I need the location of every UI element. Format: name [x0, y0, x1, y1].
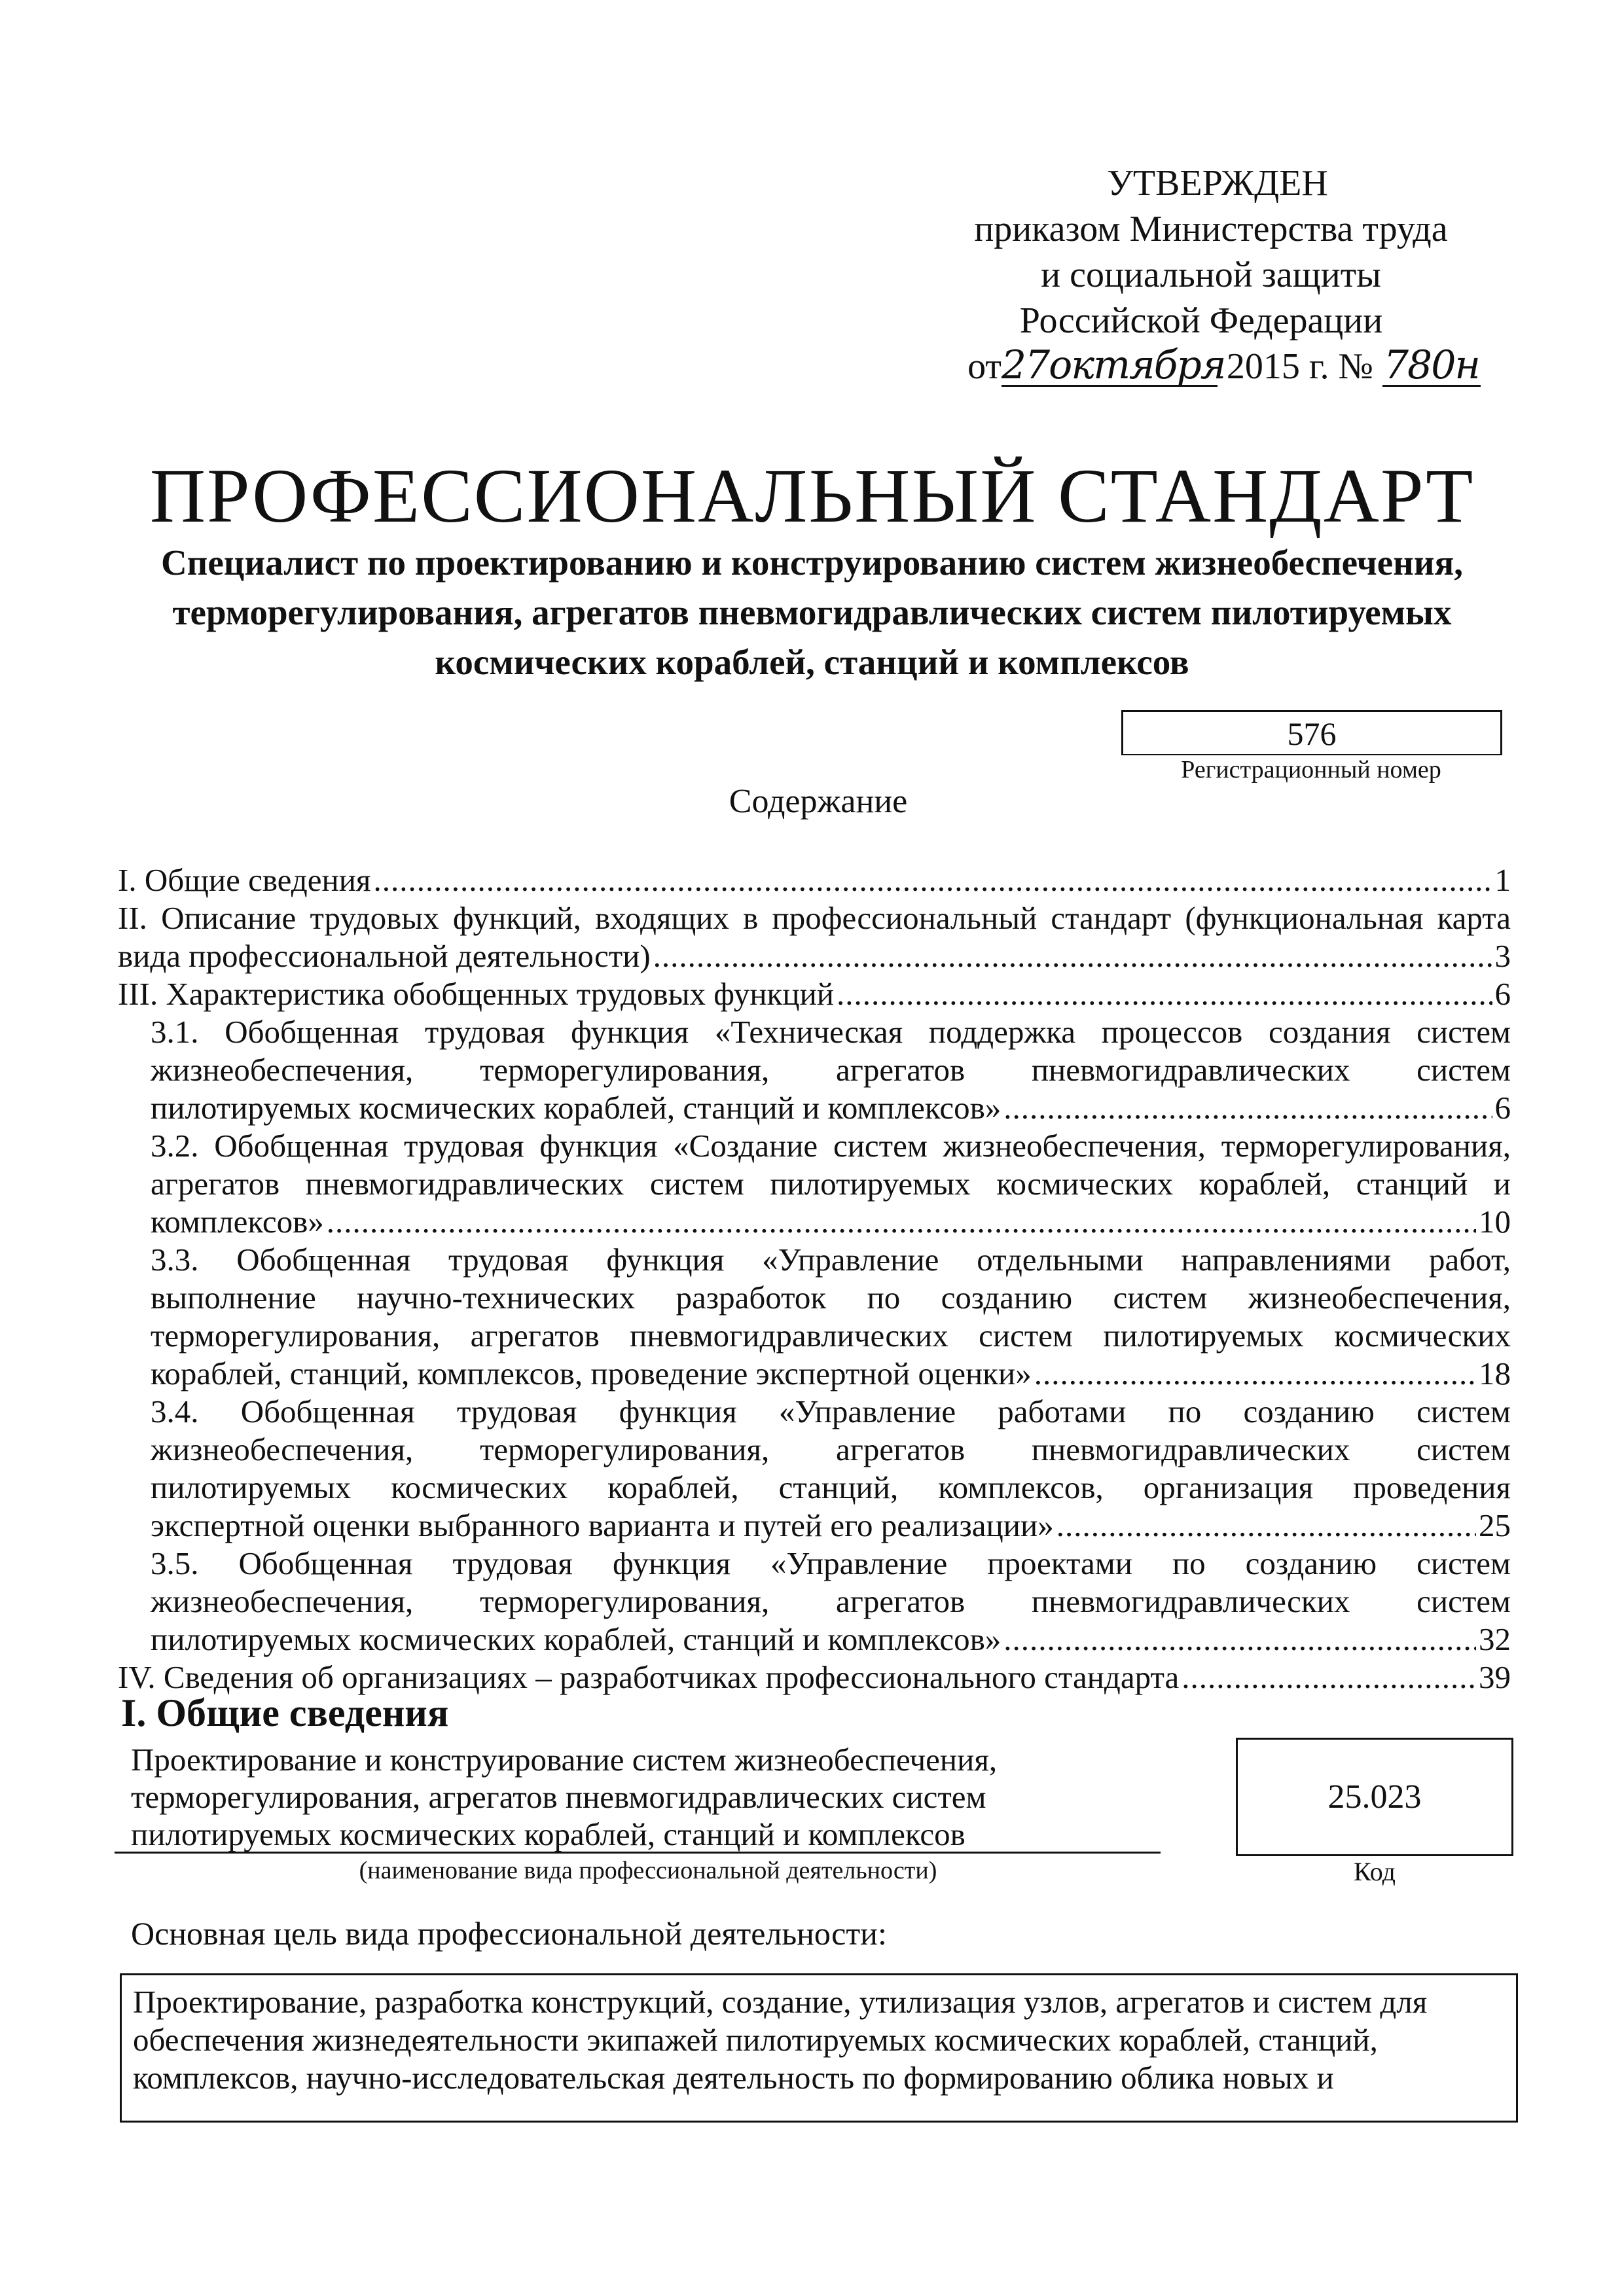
activity-code: 25.023: [1327, 1778, 1422, 1816]
toc-entry-text: кораблей, станций, комплексов, проведение экспертной оценки»: [151, 1355, 1032, 1391]
handwritten-date: 27октября: [1001, 342, 1225, 388]
toc-page: 1: [1494, 862, 1511, 898]
toc-entry-text: 3.1. Обобщенная трудовая функция «Техническая поддержка процессов создания систем: [151, 1014, 1511, 1050]
goal-text: [133, 1983, 1507, 2097]
toc-page: 39: [1479, 1659, 1511, 1695]
toc-entry-text: вида профессиональной деятельности): [118, 938, 651, 974]
toc-entry[interactable]: [118, 975, 1511, 1013]
activity-kind-line: терморегулирования, агрегатов пневмогидравлических систем: [131, 1779, 986, 1815]
toc-entry[interactable]: [118, 1127, 1511, 1241]
toc-leader: [1003, 1089, 1492, 1127]
activity-kind: [131, 1741, 1165, 1853]
goal-line: Проектирование, разработка конструкций, создание, утилизация узлов, агрегатов и систем для: [133, 1984, 1428, 2020]
activity-kind-underline: [115, 1852, 1161, 1854]
toc-entry[interactable]: [118, 1393, 1511, 1545]
toc-entry-text: IV. Сведения об организациях – разработчиках профессионального стандарта: [118, 1659, 1180, 1695]
date-prefix: от: [967, 346, 1001, 387]
registration-number-box: [1121, 710, 1502, 755]
toc-entry-text: пилотируемых космических кораблей, станций и комплексов»: [151, 1090, 1001, 1126]
toc-leader: [1056, 1507, 1476, 1545]
approval-date-line: [903, 344, 1519, 389]
toc-page: 10: [1479, 1204, 1511, 1240]
toc-page: 6: [1494, 1090, 1511, 1126]
activity-kind-label: (наименование вида профессиональной деятельности): [359, 1857, 937, 1884]
toc-page: 3: [1494, 938, 1511, 974]
handwritten-number: 780н: [1383, 342, 1479, 388]
registration-number: 576: [1287, 715, 1337, 752]
subtitle-line: терморегулирования, агрегатов пневмогидравлических систем пилотируемых: [172, 592, 1452, 632]
toc-entry[interactable]: [118, 899, 1511, 975]
toc-entry-text: жизнеобеспечения, терморегулирования, агрегатов пневмогидравлических систем: [151, 1431, 1511, 1467]
toc-page: 18: [1479, 1355, 1511, 1391]
approval-line: и социальной защиты: [1041, 255, 1381, 295]
toc-leader: [373, 861, 1492, 899]
page-title: ПРОФЕССИОНАЛЬНЫЙ СТАНДАРТ: [149, 453, 1475, 539]
goal-line: комплексов, научно-исследовательская деятельность по формированию облика новых и: [133, 2060, 1334, 2096]
toc-entry-text: жизнеобеспечения, терморегулирования, агрегатов пневмогидравлических систем: [151, 1052, 1511, 1088]
toc-entry-text: 3.2. Обобщенная трудовая функция «Создание систем жизнеобеспечения, терморегулирования,: [151, 1128, 1511, 1164]
toc-title: Содержание: [729, 783, 908, 820]
section-heading: I. Общие сведения: [121, 1691, 449, 1734]
subtitle-line: космических кораблей, станций и комплексов: [435, 642, 1189, 682]
approval-block: [903, 160, 1519, 389]
toc-page: 32: [1479, 1621, 1511, 1657]
toc-entry[interactable]: [118, 1241, 1511, 1393]
approval-line: приказом Министерства труда: [974, 209, 1448, 249]
activity-kind-line: пилотируемых космических кораблей, станций и комплексов: [131, 1816, 965, 1852]
toc-entry-text: комплексов»: [151, 1204, 324, 1240]
toc-entry-text: агрегатов пневмогидравлических систем пилотируемых космических кораблей, станций и: [151, 1166, 1511, 1202]
goal-title: Основная цель вида профессиональной деятельности:: [131, 1915, 887, 1952]
toc-entry[interactable]: [118, 1545, 1511, 1659]
approval-line: УТВЕРЖДЕН: [1107, 163, 1328, 204]
toc-entry-text: 3.5. Обобщенная трудовая функция «Управление проектами по созданию систем: [151, 1545, 1511, 1581]
toc-page: 6: [1494, 976, 1511, 1012]
toc-entry-text: жизнеобеспечения, терморегулирования, агрегатов пневмогидравлических систем: [151, 1583, 1511, 1619]
toc-entry-text: 3.4. Обобщенная трудовая функция «Управление работами по созданию систем: [151, 1393, 1511, 1429]
order-year: 2015 г. №: [1226, 346, 1373, 387]
toc-leader: [837, 975, 1492, 1013]
toc-entry-text: терморегулирования, агрегатов пневмогидравлических систем пилотируемых космических: [151, 1318, 1511, 1354]
toc-entry-text: 3.3. Обобщенная трудовая функция «Управление отдельными направлениями работ,: [151, 1242, 1511, 1278]
toc-leader: [1034, 1355, 1476, 1393]
toc-entry-text: I. Общие сведения: [118, 862, 371, 898]
toc-page: 25: [1479, 1507, 1511, 1543]
standard-subtitle: [79, 538, 1545, 687]
subtitle-line: Специалист по проектированию и конструированию систем жизнеобеспечения,: [160, 543, 1464, 583]
toc-entry-text: пилотируемых космических кораблей, станций, комплексов, организация проведения: [151, 1469, 1511, 1505]
approval-line: Российской Федерации: [1019, 300, 1383, 341]
goal-line: обеспечения жизнедеятельности экипажей пилотируемых космических кораблей, станций,: [133, 2022, 1378, 2058]
table-of-contents: [118, 861, 1511, 1696]
toc-leader: [653, 937, 1492, 975]
toc-entry-text: экспертной оценки выбранного варианта и путей его реализации»: [151, 1507, 1054, 1543]
registration-label: Регистрационный номер: [1181, 756, 1441, 783]
toc-leader: [1182, 1659, 1476, 1696]
toc-entry-text: выполнение научно-технических разработок по созданию систем жизнеобеспечения,: [151, 1280, 1511, 1316]
toc-leader: [327, 1203, 1476, 1241]
toc-entry-text: II. Описание трудовых функций, входящих в профессиональный стандарт (функциональная карта: [118, 900, 1511, 936]
code-box: [1236, 1738, 1513, 1856]
toc-entry-text: III. Характеристика обобщенных трудовых функций: [118, 976, 835, 1012]
toc-leader: [1003, 1621, 1476, 1659]
toc-entry-text: пилотируемых космических кораблей, станций и комплексов»: [151, 1621, 1001, 1657]
code-label: Код: [1354, 1857, 1396, 1886]
activity-kind-line: Проектирование и конструирование систем жизнеобеспечения,: [131, 1742, 998, 1778]
toc-entry[interactable]: [118, 861, 1511, 899]
toc-entry[interactable]: [118, 1013, 1511, 1127]
